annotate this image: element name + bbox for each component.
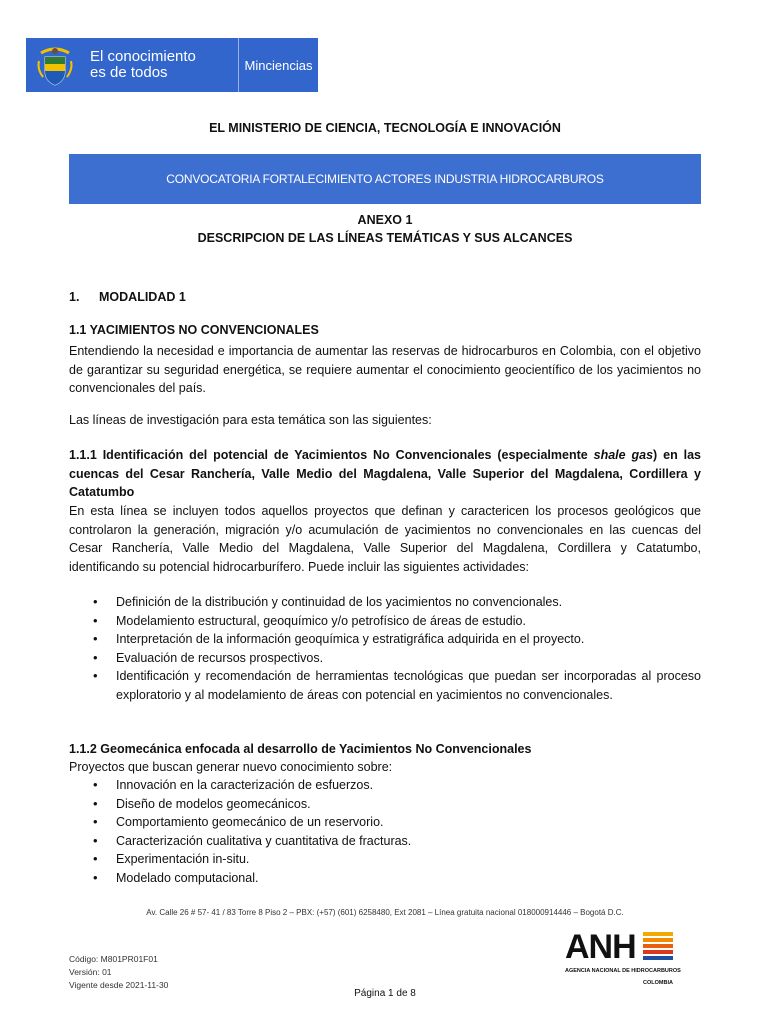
section-1-1-1-title-italic: shale gas [593,448,654,462]
list-item: • Diseño de modelos geomecánicos. [69,795,701,814]
document-valid-from: Vigente desde 2021-11-30 [69,980,169,990]
section-1-1-1-title-a: 1.1.1 Identificación del potencial de Yacimientos No Convencionales (especialmente [69,448,594,462]
slogan-line-2: es de todos [90,64,168,81]
ministry-title: EL MINISTERIO DE CIENCIA, TECNOLOGÍA E INNOVACIÓN [209,121,561,135]
list-item: • Modelado computacional. [69,869,701,888]
document-version: Versión: 01 [69,967,112,977]
flame-stripes-icon [643,932,673,962]
slogan-line-1: El conocimiento [90,48,196,65]
section-1-1-heading: 1.1 YACIMIENTOS NO CONVENCIONALES [69,323,319,337]
header-banner [26,38,318,92]
list-item: • Modelamiento estructural, geoquímico y/o petrofísico de áreas de estudio. [69,612,701,631]
section-1-1-2-heading: 1.1.2 Geomecánica enfocada al desarrollo de Yacimientos No Convencionales [69,742,532,756]
section-1-1-1-body: En esta línea se incluyen todos aquellos proyectos que definan y caractericen los procesos geológicos que controlaron la generación, migración y/o acumulación de yacimientos no convencionales en las cuencas del Cesar Ranchería, Valle Medio del Magdalena, Valle Superior del Magdalena, Cordillera y Catatumbo, identificando su potencial hidrocarburífero. Puede incluir las siguientes actividades: [69,504,701,574]
document-code: Código: M801PR01F01 [69,954,158,964]
list-item: • Caracterización cualitativa y cuantitativa de fracturas. [69,832,701,851]
section-1-1-intro: Entendiendo la necesidad e importancia de aumentar las reservas de hidrocarburos en Colombia, con el objetivo de garantizar su seguridad energética, se requiere aumentar el conocimiento geocientífico de los yacimientos no convencionales del país. [69,344,701,395]
list-item: • Evaluación de recursos prospectivos. [69,649,701,668]
call-title: CONVOCATORIA FORTALECIMIENTO ACTORES INDUSTRIA HIDROCARBUROS [166,172,604,186]
page-number: Página 1 de 8 [354,988,416,999]
annex-title: DESCRIPCION DE LAS LÍNEAS TEMÁTICAS Y SUS ALCANCES [197,231,573,245]
anh-logo-subtitle: AGENCIA NACIONAL DE HIDROCARBUROS [565,968,681,974]
section-1-title: MODALIDAD 1 [99,290,186,304]
footer-address: Av. Calle 26 # 57- 41 / 83 Torre 8 Piso 2 – PBX: (+57) (601) 6258480, Ext 2081 – Línea gratuita nacional 018000914446 – Bogotá D.C. [146,908,624,917]
slogan [84,38,239,92]
lines-intro: Las líneas de investigación para esta temática son las siguientes: [69,413,432,427]
section-1-1-1-bullets [69,593,701,704]
list-item: • Definición de la distribución y continuidad de los yacimientos no convencionales. [69,593,701,612]
anh-logo-letters: ANH [565,928,636,966]
coat-of-arms-icon [26,38,84,92]
list-item: • Innovación en la caracterización de esfuerzos. [69,776,701,795]
section-1-number: 1. [69,290,80,304]
list-item: • Experimentación in-situ. [69,850,701,869]
document-meta [69,953,168,992]
section-1-heading [69,290,186,304]
list-item: • Identificación y recomendación de herramientas tecnológicas que puedan ser incorporadas al proceso exploratorio y al modelamiento de áreas con potencial en yacimientos no convencionales. [69,667,701,704]
annex-number: ANEXO 1 [357,213,413,227]
brand-name: Minciencias [244,57,313,73]
list-item: • Comportamiento geomecánico de un reservorio. [69,813,701,832]
list-item: • Interpretación de la información geoquímica y estratigráfica adquirida en el proyecto. [69,630,701,649]
call-title-bar [69,154,701,204]
section-1-1-2-bullets [69,776,701,887]
section-1-1-2-intro: Proyectos que buscan generar nuevo conocimiento sobre: [69,760,393,774]
section-1-1-1-heading [69,446,701,502]
anh-logo-country: COLOMBIA [643,980,673,986]
anh-logo [565,928,681,990]
section-1-1-1-title-b: ) en las cuencas del Cesar Ranchería, Valle Medio del Magdalena, Valle Superior del Magdalena, Cordillera y Catatumbo [69,448,701,499]
